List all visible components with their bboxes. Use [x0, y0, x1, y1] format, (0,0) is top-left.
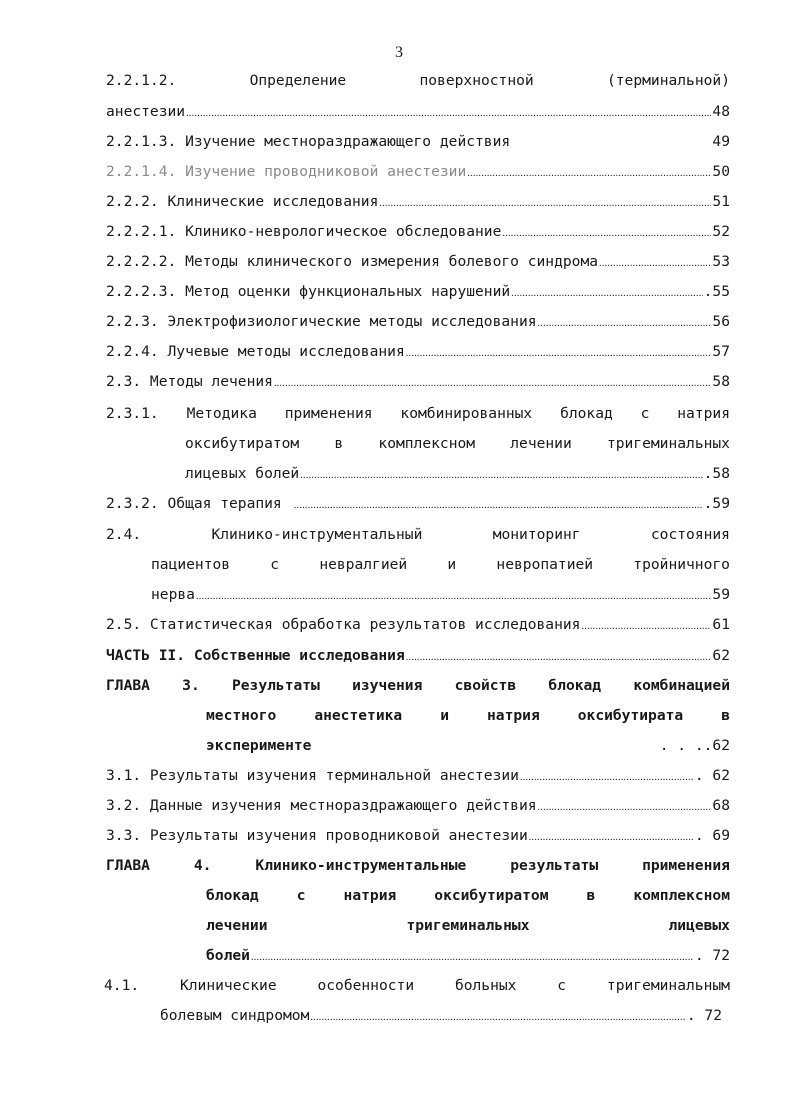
toc-entry-title: анестезии — [106, 103, 186, 120]
toc-word: блокад — [560, 405, 613, 422]
toc-word: лечении — [206, 917, 268, 934]
toc-entry-page: . 72 — [686, 1007, 722, 1024]
toc-entry-title: 2.5. Статистическая обработка результатов исследования — [106, 616, 581, 633]
toc-line — [106, 403, 730, 425]
toc-entry-page: . 72 — [694, 947, 730, 964]
toc-line — [106, 70, 730, 92]
toc-word: с — [640, 405, 650, 422]
toc-entry-page: .59 — [703, 495, 730, 512]
toc-word: оксибутиратом — [434, 887, 549, 904]
toc-word: Клинические — [179, 977, 277, 994]
toc-word: применения — [284, 405, 373, 422]
toc-word: в — [334, 435, 344, 452]
toc-word: с — [557, 977, 567, 994]
toc-entry — [160, 1005, 722, 1027]
toc-entry-page: 61 — [712, 616, 730, 633]
toc-leader — [274, 373, 711, 395]
toc-entry — [106, 311, 730, 333]
toc-entry — [106, 251, 730, 273]
toc-word: в — [586, 887, 596, 904]
toc-leader — [406, 343, 712, 365]
toc-entry-page: 52 — [712, 223, 730, 240]
toc-leader — [599, 253, 711, 275]
toc-entry-title: эксперименте — [206, 737, 312, 754]
toc-leader — [406, 647, 712, 669]
toc-word: изучения — [352, 677, 423, 694]
toc-entry-title: 2.2.4. Лучевые методы исследования — [106, 343, 405, 360]
toc-word: и — [440, 707, 449, 724]
toc-entry-page: .55 — [703, 283, 730, 300]
toc-word: с — [270, 556, 280, 573]
toc-entry — [185, 463, 730, 485]
toc-entry-page: 57 — [712, 343, 730, 360]
toc-word: в — [721, 707, 730, 724]
toc-entry — [106, 221, 730, 243]
toc-entry-title: 2.2.2.2. Методы клинического измерения болевого синдрома — [106, 253, 599, 270]
toc-entry-title: 2.2.3. Электрофизиологические методы исследования — [106, 313, 537, 330]
toc-word: (терминальной) — [606, 72, 730, 89]
toc-word: лечении — [510, 435, 572, 452]
toc-leader — [251, 947, 694, 969]
toc-leader — [520, 767, 694, 789]
toc-word: тригеминальных — [606, 435, 730, 452]
toc-entry-title: 2.2.2.1. Клинико-неврологическое обследование — [106, 223, 502, 240]
toc-entry — [106, 101, 730, 123]
toc-leader — [196, 586, 711, 608]
toc-leader — [538, 313, 712, 335]
toc-entry — [106, 825, 730, 847]
toc-leader — [300, 465, 702, 487]
toc-word: и — [447, 556, 457, 573]
toc-word: комплексном — [633, 887, 730, 904]
toc-entry-title: ЧАСТЬ II. Собственные исследования — [106, 647, 405, 664]
toc-leader — [379, 193, 711, 215]
toc-word: результаты — [510, 857, 599, 874]
toc-entry-page: 68 — [712, 797, 730, 814]
toc-word: комплексном — [378, 435, 476, 452]
toc-entry-title: лицевых болей — [185, 465, 300, 482]
toc-entry-page: 51 — [712, 193, 730, 210]
toc-entry — [106, 341, 730, 363]
toc-entry — [106, 765, 730, 787]
toc-leader — [511, 283, 702, 305]
toc-entry-page: . 69 — [694, 827, 730, 844]
toc-word: Методика — [186, 405, 257, 422]
toc-entry — [106, 645, 730, 667]
toc-entry-page: 48 — [712, 103, 730, 120]
toc-word: местного — [206, 707, 277, 724]
page-number: 3 — [395, 44, 403, 61]
toc-entry — [106, 191, 730, 213]
toc-leader — [467, 163, 711, 185]
toc-line — [106, 524, 730, 546]
toc-word: комбинированных — [400, 405, 533, 422]
toc-word: Определение — [249, 72, 347, 89]
toc-word: Результаты — [231, 677, 320, 694]
toc-leader — [186, 103, 711, 125]
toc-word: анестетика — [314, 707, 403, 724]
toc-entry-title: 2.2.2. Клинические исследования — [106, 193, 379, 210]
toc-word: Клинико-инструментальные — [255, 857, 467, 874]
toc-entry-page: 50 — [712, 163, 730, 180]
toc-line — [206, 915, 730, 937]
toc-leader — [310, 1007, 685, 1029]
toc-word: применения — [642, 857, 730, 874]
toc-word: Клинико-инструментальный — [211, 526, 423, 543]
toc-word: тригеминальным — [606, 977, 730, 994]
toc-entry — [106, 281, 730, 303]
toc-word: натрия — [677, 405, 730, 422]
toc-word: невралгией — [319, 556, 408, 573]
toc-word: комбинацией — [633, 677, 730, 694]
toc-entry-page: . 62 — [694, 767, 730, 784]
toc-entry-page: . . ..62 — [659, 737, 730, 754]
toc-word: особенности — [317, 977, 415, 994]
toc-leader — [581, 616, 711, 638]
toc-word: состояния — [650, 526, 730, 543]
toc-word: с — [296, 887, 306, 904]
toc-entry-title: 2.3. Методы лечения — [106, 373, 273, 390]
toc-word: лицевых — [668, 917, 730, 934]
toc-leader — [529, 827, 694, 849]
toc-entry-title: нерва — [151, 586, 195, 603]
toc-entry-title: 3.1. Результаты изучения терминальной анестезии — [106, 767, 519, 784]
toc-word: поверхностной — [419, 72, 534, 89]
toc-entry — [151, 584, 730, 606]
toc-line — [104, 975, 730, 997]
toc-word: натрия — [343, 887, 397, 904]
toc-line — [106, 855, 730, 877]
toc-word: 4. — [193, 857, 212, 874]
toc-entry — [106, 161, 730, 183]
toc-entry-title: 2.3.2. Общая терапия — [106, 495, 282, 512]
toc-line — [206, 885, 730, 907]
toc-line — [151, 554, 730, 576]
toc-entry-page: 53 — [712, 253, 730, 270]
toc-entry — [106, 131, 730, 153]
toc-entry — [106, 493, 730, 515]
toc-line — [206, 705, 730, 727]
toc-word: блокад — [206, 887, 259, 904]
toc-word: ГЛАВА — [106, 677, 150, 694]
toc-entry-title: болей — [206, 947, 250, 964]
toc-entry-title: 3.2. Данные изучения местнораздражающего действия — [106, 797, 537, 814]
toc-word: оксибутирата — [577, 707, 684, 724]
toc-entry — [106, 614, 730, 636]
toc-entry — [106, 795, 730, 817]
toc-word: невропатией — [496, 556, 594, 573]
toc-entry-page: 58 — [712, 373, 730, 390]
toc-entry-title: 2.2.2.3. Метод оценки функциональных нарушений — [106, 283, 511, 300]
toc-entry-page: .58 — [703, 465, 730, 482]
toc-leader — [538, 797, 712, 819]
toc-entry-page: 49 — [712, 133, 730, 150]
toc-word: 3. — [182, 677, 200, 694]
toc-entry-page: 59 — [712, 586, 730, 603]
toc-word: натрия — [487, 707, 540, 724]
toc-entry — [206, 735, 730, 757]
toc-entry-title: 2.2.1.4. Изучение проводниковой анестезии — [106, 163, 467, 180]
toc-word: ГЛАВА — [106, 857, 150, 874]
toc-word: свойств — [454, 677, 517, 694]
toc-entry-title: 2.2.1.3. Изучение местнораздражающего действия — [106, 133, 511, 150]
toc-entry-title: 3.3. Результаты изучения проводниковой анестезии — [106, 827, 528, 844]
toc-entry — [206, 945, 730, 967]
toc-line — [106, 675, 730, 697]
toc-word: 2.4. — [106, 526, 142, 543]
toc-leader — [294, 495, 703, 517]
toc-word: пациентов — [151, 556, 231, 573]
toc-entry-page: 62 — [712, 647, 730, 664]
toc-leader — [502, 223, 711, 245]
toc-word: тригеминальных — [406, 917, 530, 934]
toc-word: оксибутиратом — [185, 435, 300, 452]
toc-line — [185, 433, 730, 455]
toc-word: 2.3.1. — [106, 405, 159, 422]
toc-entry — [106, 371, 730, 393]
toc-word: больных — [454, 977, 517, 994]
toc-entry-page: 56 — [712, 313, 730, 330]
toc-entry-title: болевым синдромом — [160, 1007, 310, 1024]
toc-word: тройничного — [633, 556, 730, 573]
toc-word: блокад — [548, 677, 602, 694]
toc-word: 2.2.1.2. — [106, 72, 177, 89]
toc-word: мониторинг — [492, 526, 581, 543]
toc-word: 4.1. — [104, 977, 140, 994]
